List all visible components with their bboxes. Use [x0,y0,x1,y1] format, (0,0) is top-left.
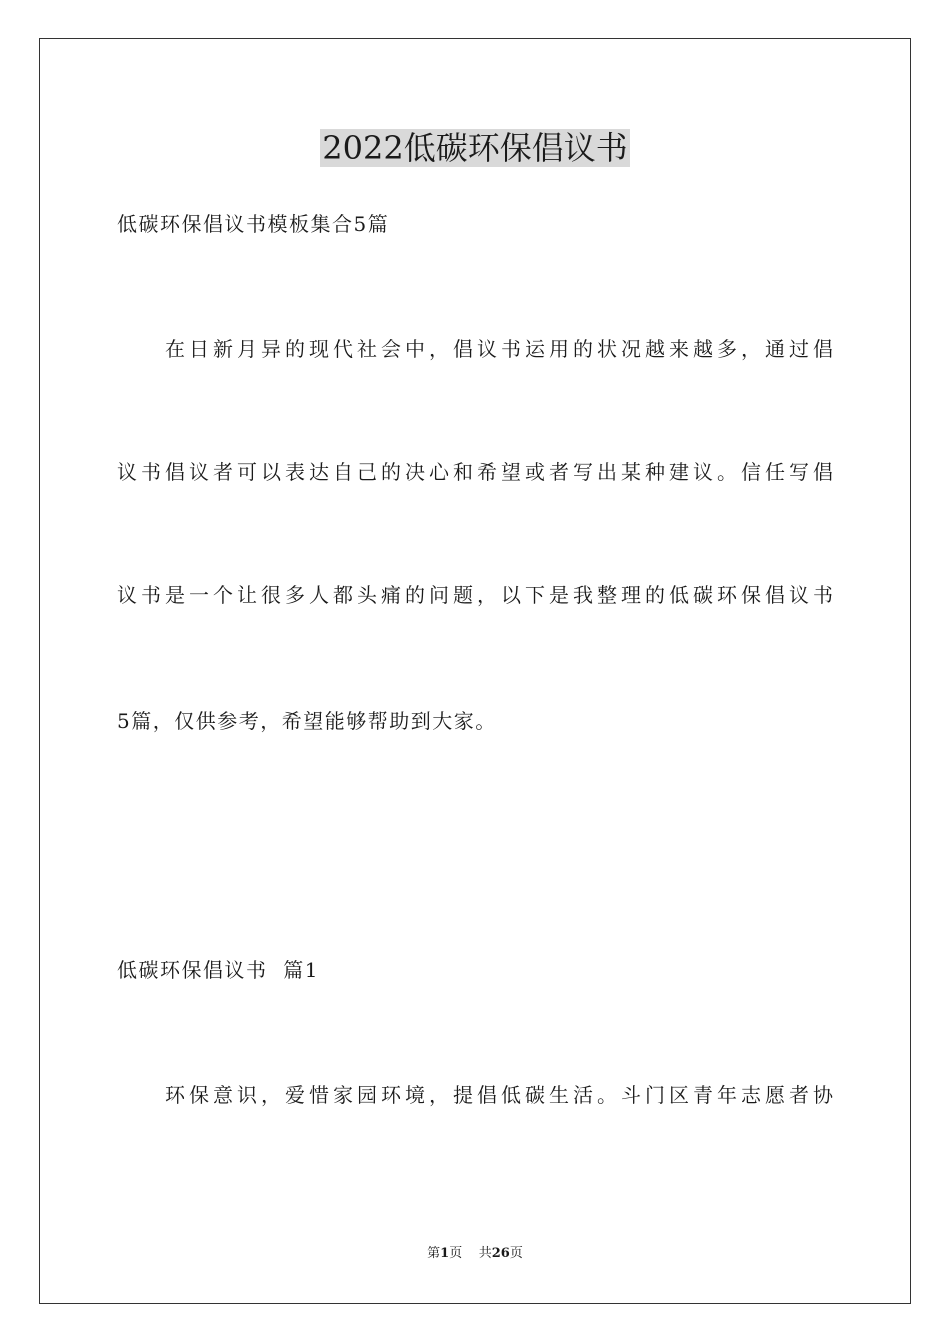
footer-page-prefix: 第 [427,1246,441,1261]
intro-line-2: 议书倡议者可以表达自己的决心和希望或者写出某种建议。信任写倡 [117,460,833,484]
intro-line-4: 5篇，仅供参考，希望能够帮助到大家。 [117,709,497,733]
intro-line-3: 议书是一个让很多人都头痛的问题，以下是我整理的低碳环保倡议书 [117,583,833,607]
section-first-line: 环保意识，爱惜家园环境，提倡低碳生活。斗门区青年志愿者协 [165,1083,833,1107]
section-heading: 低碳环保倡议书 篇1 [117,958,319,982]
intro-line-1: 在日新月异的现代社会中，倡议书运用的状况越来越多，通过倡 [165,337,833,361]
footer-total-suffix: 页 [509,1246,523,1261]
footer-total-pages: 26 [491,1246,510,1261]
page-footer [0,1244,950,1264]
document-title [0,124,950,172]
footer-page-suffix: 页 [449,1246,463,1261]
footer-page-number: 1 [440,1246,450,1261]
footer-total-prefix: 共 [478,1246,492,1261]
document-subtitle: 低碳环保倡议书模板集合5篇 [117,212,390,236]
title-text: 2022低碳环保倡议书 [322,129,628,167]
